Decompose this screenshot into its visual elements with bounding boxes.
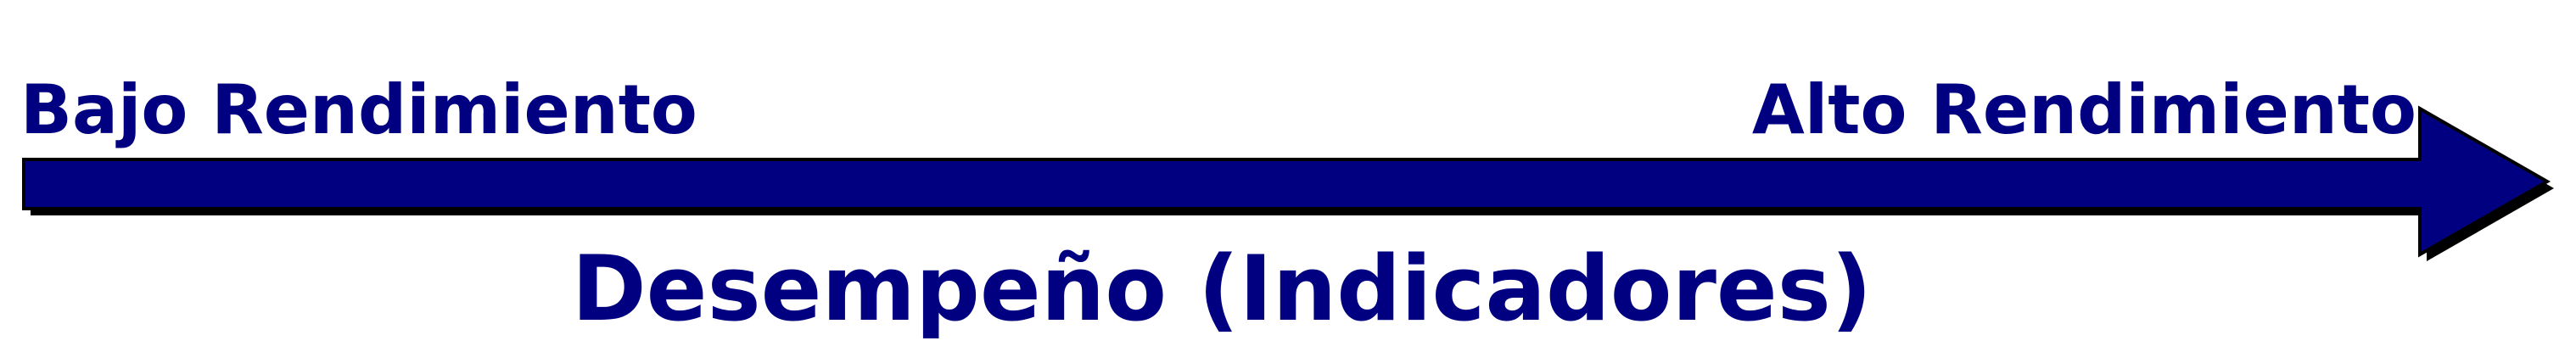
high-performance-label: Alto Rendimiento xyxy=(1751,70,2416,149)
axis-title: Desempeño (Indicadores) xyxy=(571,237,1873,341)
low-performance-label: Bajo Rendimiento xyxy=(20,70,697,149)
